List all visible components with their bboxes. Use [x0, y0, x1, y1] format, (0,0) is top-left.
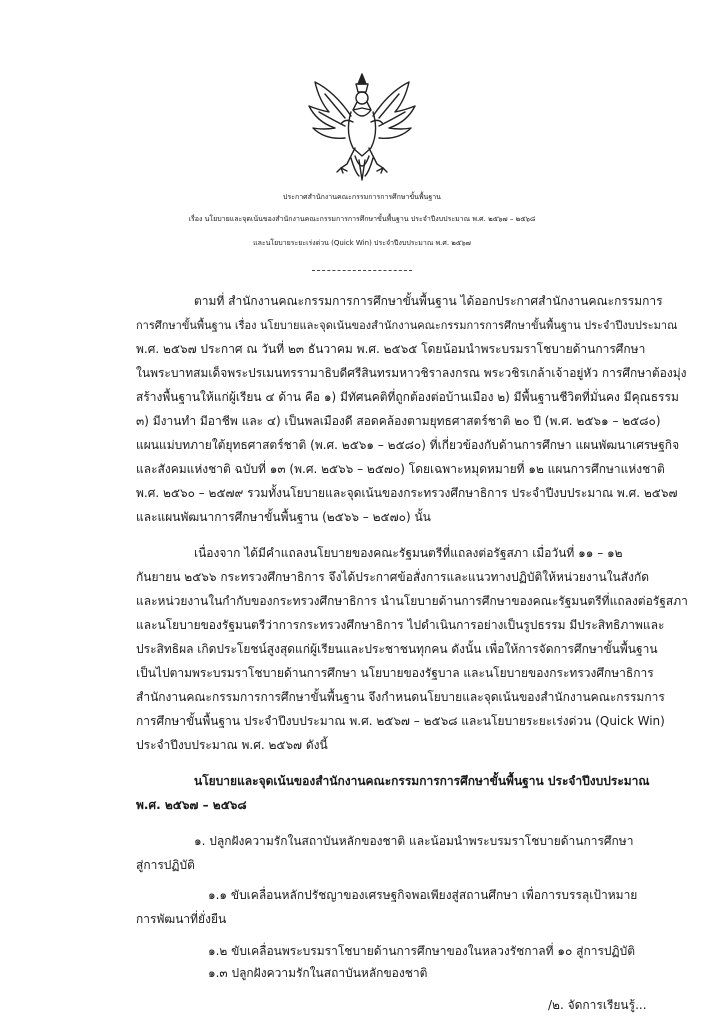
policy-subitem-line: การพัฒนาที่ยั่งยืน: [136, 912, 227, 926]
policy-heading-line: พ.ศ. ๒๕๖๗ – ๒๕๖๘: [136, 798, 247, 812]
policy-item-line: สู่การปฏิบัติ: [136, 858, 195, 872]
paragraph-line: แผนแม่บทภายใต้ยุทธศาสตร์ชาติ (พ.ศ. ๒๕๖๑ – ๒๕๘๐) ที่เกี่ยวข้องกับด้านการศึกษา แผนพัฒนาเศรษฐกิจ: [136, 438, 680, 452]
policy-item-1-2: ๑.๒ ขับเคลื่อนพระบรมราโชบายด้านการศึกษาของในหลวงรัชกาลที่ ๑๐ สู่การปฏิบัติ: [208, 944, 635, 958]
paragraph-line: สำนักงานคณะกรรมการการศึกษาขั้นพื้นฐาน จึงกำหนดนโยบายและจุดเน้นของสำนักงานคณะกรรมการ: [136, 690, 665, 704]
paragraph-line: ตามที่ สำนักงานคณะกรรมการการศึกษาขั้นพื้นฐาน ได้ออกประกาศสำนักงานคณะกรรมการ: [194, 294, 663, 308]
paragraph-line: ประจำปีงบประมาณ พ.ศ. ๒๕๖๗ ดังนี้: [136, 738, 328, 752]
paragraph-line: และสังคมแห่งชาติ ฉบับที่ ๑๓ (พ.ศ. ๒๕๖๖ – ๒๕๗๐) โดยเฉพาะหมุดหมายที่ ๑๒ แผนการศึกษาแห่งชาติ: [136, 462, 665, 476]
paragraph-line: ประสิทธิผล เกิดประโยชน์สูงสุดแก่ผู้เรียนและประชาชนทุกคน ดังนั้น เพื่อให้การจัดการศึกษาขั้นพื้นฐาน: [136, 642, 658, 656]
paragraph-line: เนื่องจาก ได้มีคำแถลงนโยบายของคณะรัฐมนตรีที่แถลงต่อรัฐสภา เมื่อวันที่ ๑๑ – ๑๒: [194, 546, 623, 560]
announcement-subject: เรื่อง นโยบายและจุดเน้นของสำนักงานคณะกรรมการการศึกษาขั้นพื้นฐาน ประจำปีงบประมาณ พ.ศ. ๒๕๖๗ – ๒๕๖๘: [188, 215, 536, 223]
paragraph-line: พ.ศ. ๒๕๖๐ – ๒๕๗๙ รวมทั้งนโยบายและจุดเน้นของกระทรวงศึกษาธิการ ประจำปีงบประมาณ พ.ศ. ๒๕๖๗: [136, 486, 678, 500]
paragraph-line: การศึกษาขั้นพื้นฐาน ประจำปีงบประมาณ พ.ศ. ๒๕๖๗ – ๒๕๖๘ และนโยบายระยะเร่งด่วน (Quick Win): [136, 714, 665, 728]
announcement-subject-cont: และนโยบายระยะเร่งด่วน (Quick Win) ประจำปีงบประมาณ พ.ศ. ๒๕๖๗: [253, 239, 471, 247]
paragraph-line: พ.ศ. ๒๕๖๗ ประกาศ ณ วันที่ ๒๓ ธันวาคม พ.ศ. ๒๕๖๕ โดยน้อมนำพระบรมราโชบายด้านการศึกษา: [136, 342, 646, 356]
paragraph-line: และแผนพัฒนาการศึกษาขั้นพื้นฐาน (๒๕๖๖ – ๒๕๗๐) นั้น: [136, 510, 431, 524]
policy-item-1-3: ๑.๓ ปลูกฝังความรักในสถาบันหลักของชาติ: [208, 966, 428, 980]
paragraph-line: สร้างพื้นฐานให้แก่ผู้เรียน ๔ ด้าน คือ ๑) มีทัศนคติที่ถูกต้องต่อบ้านเมือง ๒) มีพื้นฐานชีวิตที่มั่นคง มีคุณธรรม: [136, 390, 679, 404]
continuation-note: /๒. จัดการเรียนรู้...: [548, 998, 647, 1012]
policy-heading-line: นโยบายและจุดเน้นของสำนักงานคณะกรรมการการศึกษาขั้นพื้นฐาน ประจำปีงบประมาณ: [194, 774, 650, 788]
garuda-emblem-icon: [305, 72, 419, 184]
paragraph-line: และนโยบายของรัฐมนตรีว่าการกระทรวงศึกษาธิการ ไปดำเนินการอย่างเป็นรูปธรรม มีประสิทธิภาพและ: [136, 618, 665, 632]
paragraph-line: การศึกษาขั้นพื้นฐาน เรื่อง นโยบายและจุดเน้นของสำนักงานคณะกรรมการการศึกษาขั้นพื้นฐาน ประจำปีงบประมาณ: [136, 319, 678, 332]
announcement-title: ประกาศสำนักงานคณะกรรมการการศึกษาขั้นพื้นฐาน: [283, 193, 441, 201]
paragraph-line: ในพระบาทสมเด็จพระปรเมนทรรามาธิบดีศรีสินทรมหาวชิราลงกรณ พระวชิรเกล้าเจ้าอยู่หัว การศึกษาต้องมุ่ง: [136, 366, 687, 380]
separator-line: [312, 270, 412, 271]
paragraph-line: และหน่วยงานในกำกับของกระทรวงศึกษาธิการ นำนโยบายด้านการศึกษาของคณะรัฐมนตรีที่แถลงต่อรัฐสภา: [136, 594, 688, 608]
policy-subitem-line: ๑.๑ ขับเคลื่อนหลักปรัชญาของเศรษฐกิจพอเพียงสู่สถานศึกษา เพื่อการบรรลุเป้าหมาย: [208, 888, 638, 902]
paragraph-line: กันยายน ๒๕๖๖ กระทรวงศึกษาธิการ จึงได้ประกาศข้อสั่งการและแนวทางปฏิบัติให้หน่วยงานในสังกัด: [136, 570, 650, 584]
paragraph-line: ๓) มีงานทำ มีอาชีพ และ ๔) เป็นพลเมืองดี สอดคล้องตามยุทธศาสตร์ชาติ ๒๐ ปี (พ.ศ. ๒๕๖๑ – ๒๕๘๐): [136, 414, 661, 428]
policy-item-line: ๑. ปลูกฝังความรักในสถาบันหลักของชาติ และน้อมนำพระบรมราโชบายด้านการศึกษา: [194, 834, 634, 848]
paragraph-line: เป็นไปตามพระบรมราโชบายด้านการศึกษา นโยบายของรัฐบาล และนโยบายของกระทรวงศึกษาธิการ: [136, 666, 654, 680]
